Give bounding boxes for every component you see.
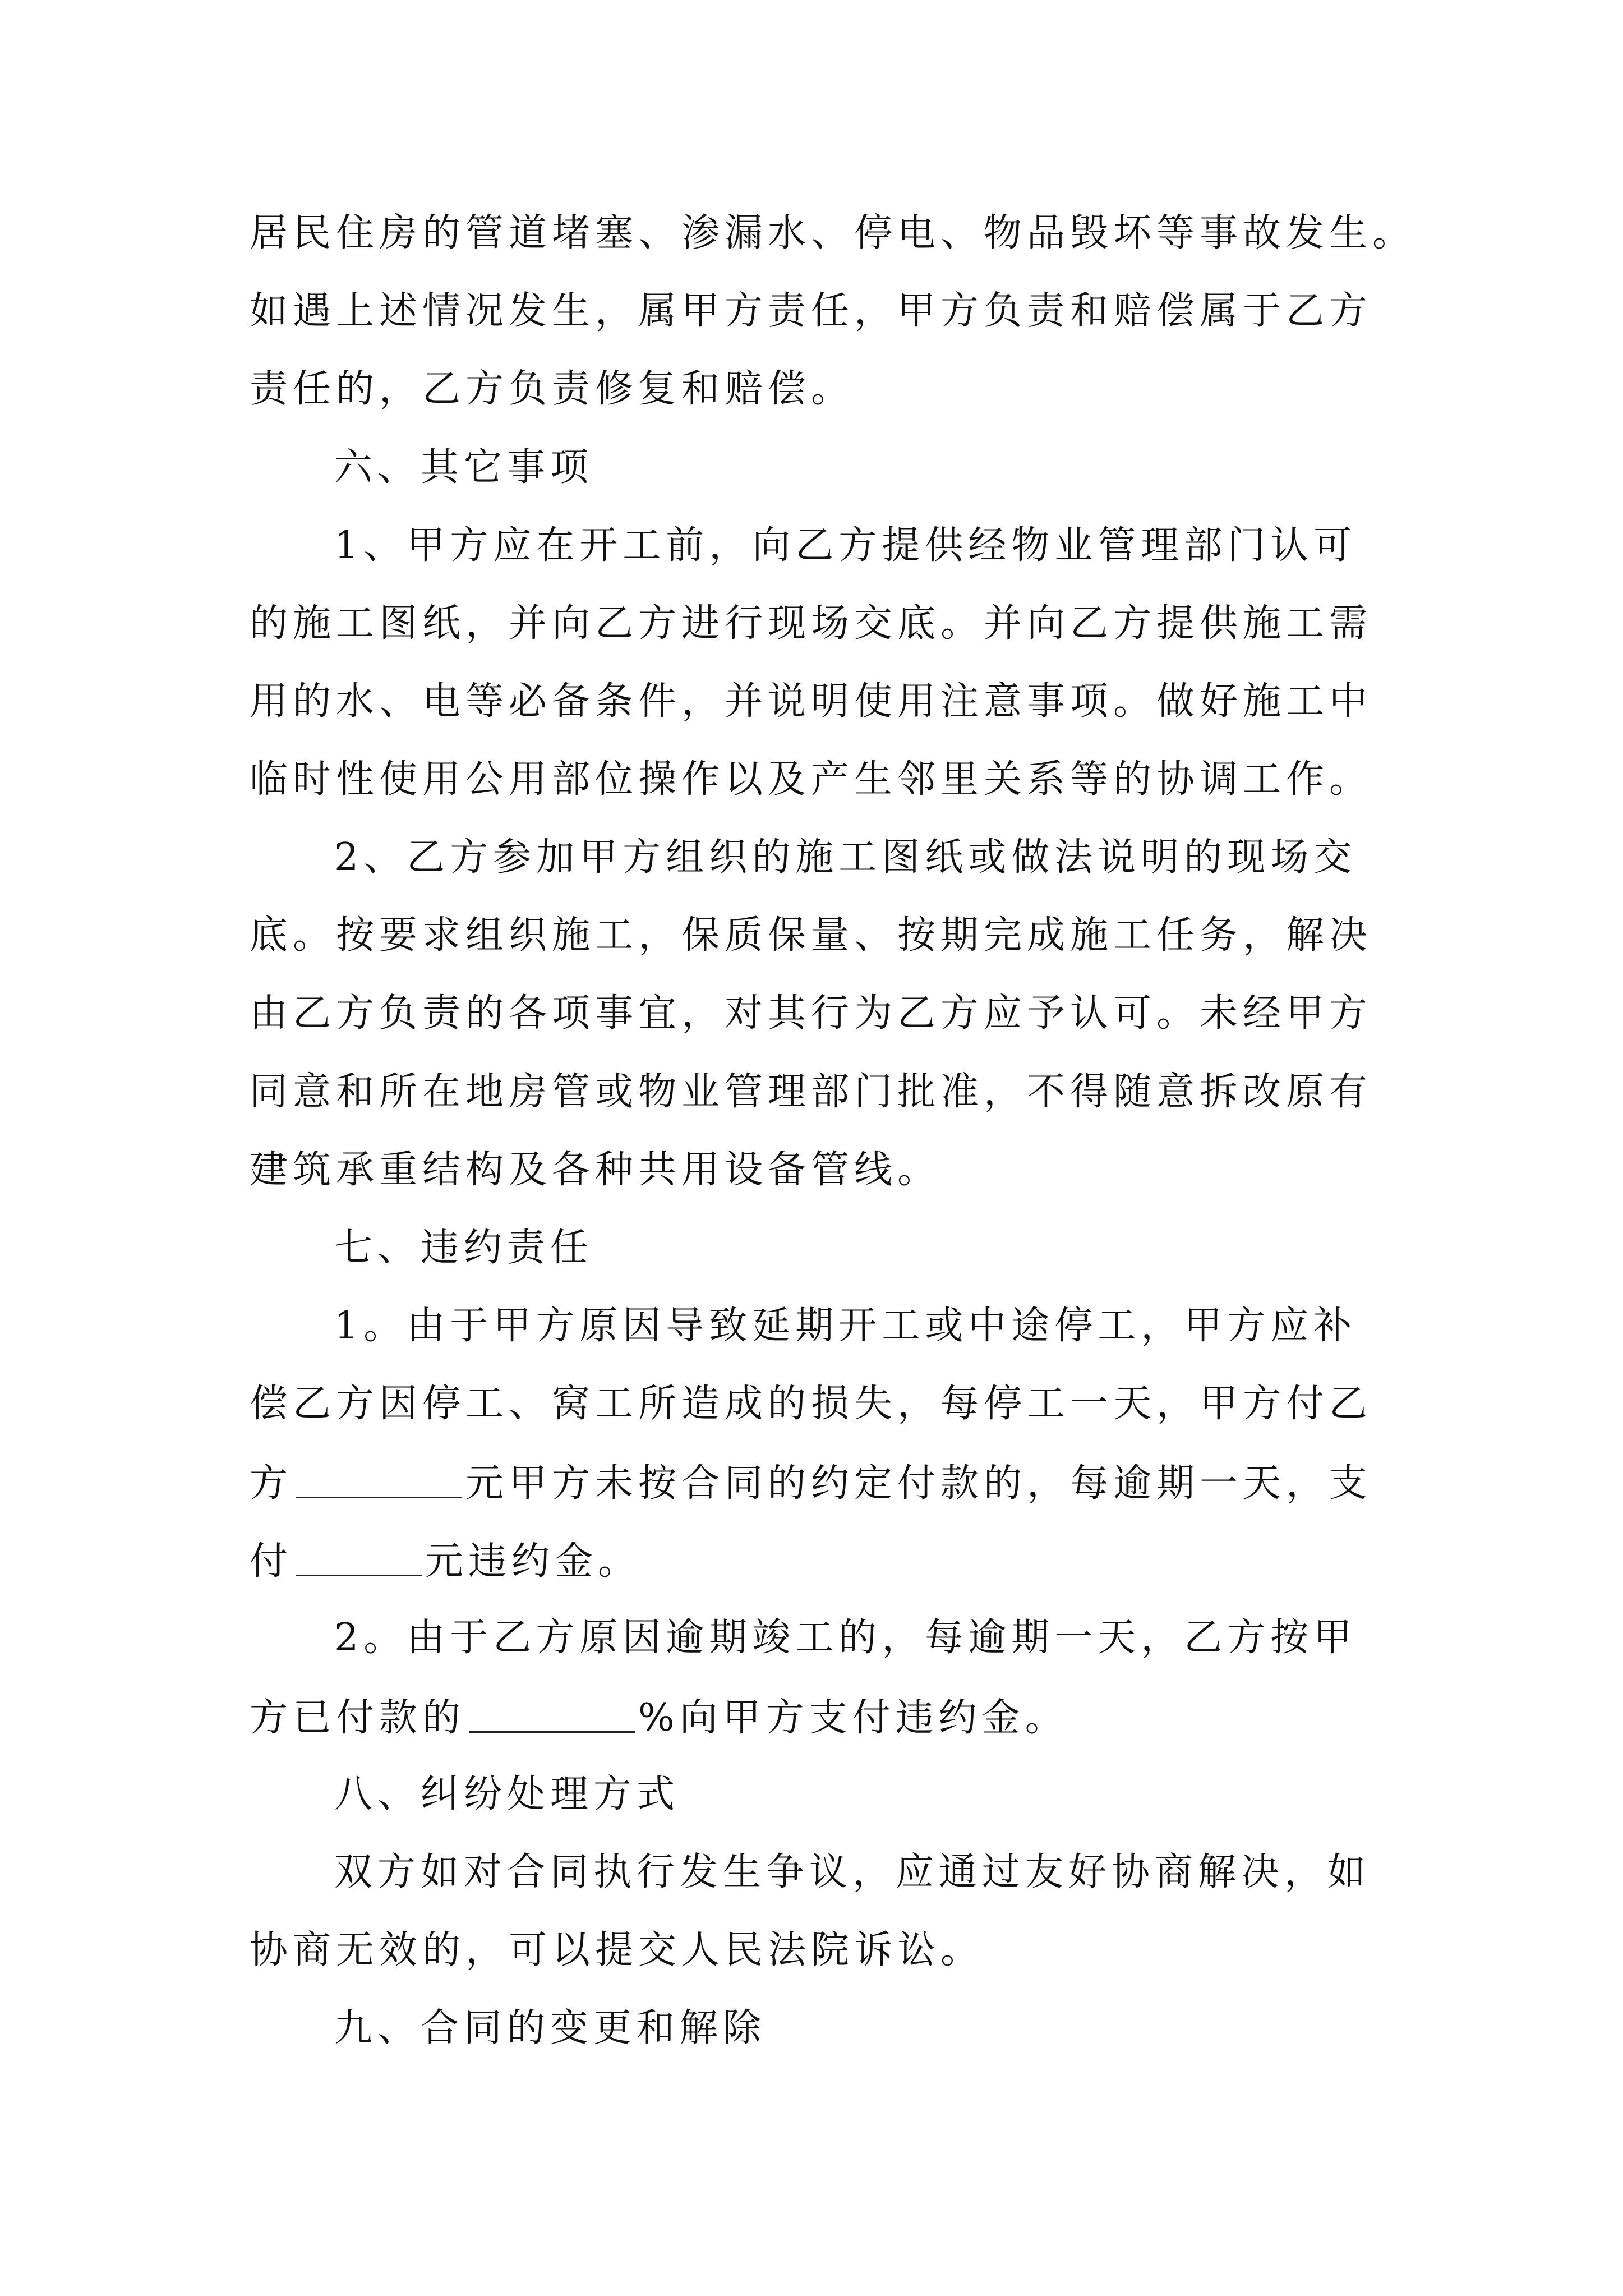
fill-in-blank-percent [469,1697,635,1733]
paragraph-line: 用的水、电等必备条件，并说明使用注意事项。做好施工中 [250,679,1373,724]
line-text-before: 付 [250,1539,293,1584]
paragraph-line: 建筑承重结构及各种共用设备管线。 [250,1148,941,1192]
paragraph-line-with-blank [250,1697,1068,1742]
paragraph-line: 1。由于甲方原因导致延期开工或中途停工，甲方应补 [334,1304,1357,1348]
paragraph-line: 的施工图纸，并向乙方进行现场交底。并向乙方提供施工需 [250,601,1373,646]
section-heading-breach-liability: 七、违约责任 [334,1226,594,1270]
line-text-before: 方已付款的 [250,1696,466,1740]
fill-in-blank-amount [296,1463,462,1498]
line-text-after: 元甲方未按合同的约定付款的，每逾期一天，支 [465,1461,1373,1506]
paragraph-line: 1、甲方应在开工前，向乙方提供经物业管理部门认可 [334,523,1357,568]
fill-in-blank-penalty [296,1541,422,1576]
line-text-before: 方 [250,1461,293,1506]
paragraph-line: 责任的，乙方负责修复和赔偿。 [250,367,855,411]
paragraph-line: 临时性使用公用部位操作以及产生邻里关系等的协调工作。 [250,757,1373,802]
paragraph-line: 2、乙方参加甲方组织的施工图纸或做法说明的现场交 [334,835,1357,880]
paragraph-line: 双方如对合同执行发生争议，应通过友好协商解决，如 [334,1850,1371,1894]
paragraph-line: 居民住房的管道堵塞、渗漏水、停电、物品毁坏等事故发生。 [250,211,1416,255]
paragraph-line: 由乙方负责的各项事宜，对其行为乙方应予认可。未经甲方 [250,991,1373,1036]
paragraph-line: 底。按要求组织施工，保质保量、按期完成施工任务，解决 [250,913,1373,958]
section-heading-contract-change: 九、合同的变更和解除 [334,2006,767,2050]
line-text-after: %向甲方支付违约金。 [638,1696,1068,1740]
paragraph-line: 同意和所在地房管或物业管理部门批准，不得随意拆改原有 [250,1070,1373,1114]
section-heading-dispute-resolution: 八、纠纷处理方式 [334,1772,680,1816]
section-heading-other-matters: 六、其它事项 [334,445,594,490]
paragraph-line: 协商无效的，可以提交人民法院诉讼。 [250,1928,984,1972]
paragraph-line-with-blank [250,1463,1372,1508]
paragraph-line: 如遇上述情况发生，属甲方责任，甲方负责和赔偿属于乙方 [250,289,1373,333]
paragraph-line: 偿乙方因停工、窝工所造成的损失，每停工一天，甲方付乙 [250,1382,1373,1426]
paragraph-line-with-blank [250,1541,641,1586]
paragraph-line: 2。由于乙方原因逾期竣工的，每逾期一天，乙方按甲 [334,1616,1357,1660]
line-text-after: 元违约金。 [425,1539,642,1584]
